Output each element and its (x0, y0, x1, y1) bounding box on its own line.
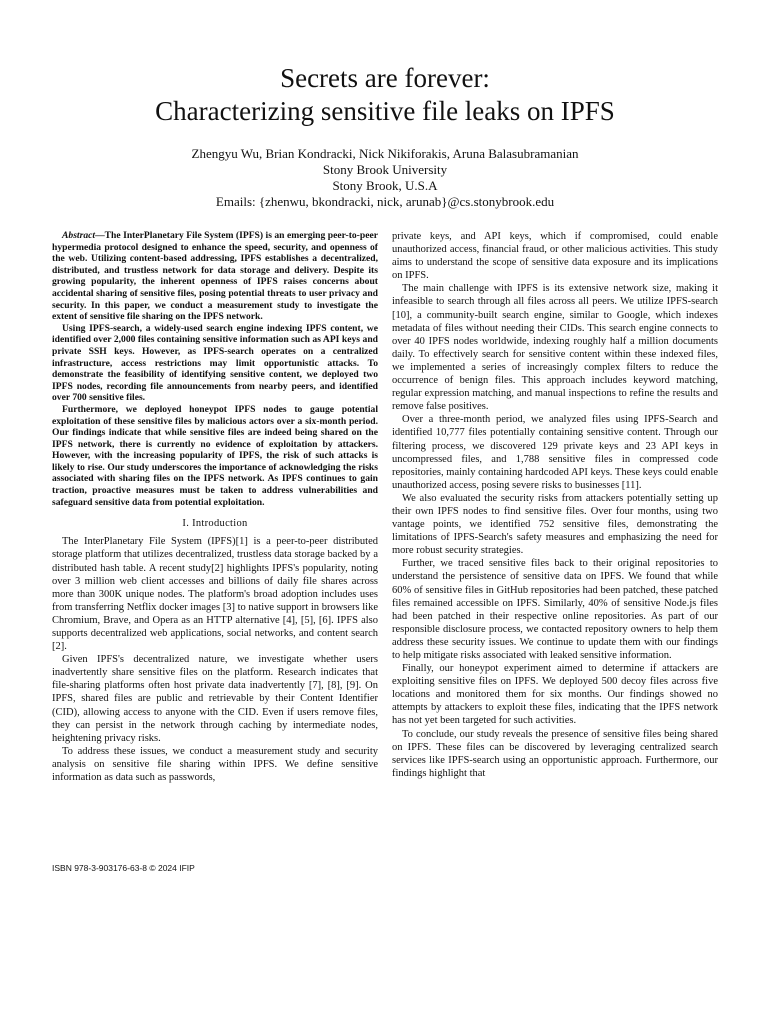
section-heading: I. Introduction (182, 518, 248, 530)
right-paragraph-6: Finally, our honeypot experiment aimed to determine if attackers are exploiting sensitive files on IPFS. We deployed 500 decoy files across five locations and monitored them for six months. Our findings showed no attempts by attackers to exploit these files, indicating that the IPFS network has not yet been targeted for such activities. (392, 663, 718, 727)
intro-paragraph-2: Given IPFS's decentralized nature, we investigate whether users inadvertently share sensitive files on the platform. Research indicates that file-sharing platforms often host private data inadvertently [7], [8], [9]. On IPFS, shared files are public and retrievable by their Content Identifier (CID), allowing access to anyone with the CID. Even if users remove files, they can persist in the network through caching by intermediate nodes, heightening privacy risks. (52, 654, 378, 744)
isbn-footer: ISBN 978-3-903176-63-8 © 2024 IFIP (52, 863, 195, 873)
right-paragraph-5: Further, we traced sensitive files back to their original repositories to understand the persistence of sensitive data on IPFS. We found that while 60% of sensitive files in GitHub repositories had been patched, these patched files remained accessible on IPFS. Similarly, 40% of sensitive Node.js files had been patched in their respective online repositories. As part of our responsible disclosure process, we contacted repository owners to help them address these security issues. We continue to update them with our findings to help mitigate risks associated with leaked sensitive information. (392, 558, 718, 661)
title-line-1: Secrets are forever: (280, 63, 490, 93)
abstract-paragraph-2: Using IPFS-search, a widely-used search engine indexing IPFS content, we identified over 2,000 files containing sensitive information such as API keys and private SSH keys. However, as IPFS-search operates on a centralized infrastructure, access restrictions may limit opportunistic attacks. To demonstrate the feasibility of identifying sensitive content, we deployed two IPFS nodes, recording file announcements from nearby peers, and identified over 700 sensitive files. (52, 322, 378, 404)
paper-title (0, 62, 770, 128)
intro-paragraph-1: The InterPlanetary File System (IPFS)[1] is a peer-to-peer distributed storage platform that utilizes decentralized, trustless data storage backed by a distributed hash table. A recent study[2] highlights IPFS's popularity, noting over 3 million web client accesses and billions of daily file shares across more than 300K unique nodes. The platform's broad adoption includes uses from transferring Netflix docker images [3] to native support in browsers like Chromium, Brave, and Opera as an HTTP alternative [4], [5], [6]. IPFS also supports decentralized web applications, social networks, and content search [2]. (52, 536, 378, 653)
emails: Emails: {zhenwu, bkondracki, nick, arunab}@cs.stonybrook.edu (215, 194, 555, 209)
abstract (52, 230, 378, 508)
left-column (52, 230, 378, 784)
right-paragraph-1: private keys, and API keys, which if compromised, could enable unauthorized access, financial fraud, or other malicious activities. This study aims to understand the scope of sensitive data exposure and its implications on IPFS. (392, 231, 718, 282)
right-paragraph-2: The main challenge with IPFS is its extensive network size, making it infeasible to search through all files across all peers. We utilize IPFS-search [10], a community-built search engine, similar to Google, which indexes metadata of files without needing their CIDs. This search engine connects to over 40 IPFS nodes worldwide, indexing roughly half a million documents daily. To effectively search for sensitive content within these indexed files, we implemented a series of increasingly complex filters to reduce the occurrence of benign files. This approach includes keyword matching, regular expression matching, and manual inspections to refine the results and remove false positives. (392, 283, 718, 413)
intro-paragraph-3: To address these issues, we conduct a measurement study and security analysis on sensitive file sharing within IPFS. We define sensitive information as data such as passwords, (52, 745, 378, 784)
abstract-label: Abstract (62, 230, 96, 241)
location: Stony Brook, U.S.A (332, 178, 438, 193)
right-paragraph-3: Over a three-month period, we analyzed files using IPFS-Search and identified 10,777 files potentially containing sensitive content. Through our filtering process, we discovered 129 private keys and 23 API keys in uncompressed files, and 1,788 sensitive files in compressed code repositories, mainly containing hardcoded API keys. These keys could enable unauthorized access, posing severe risks to businesses [11]. (392, 414, 718, 491)
author-block (0, 146, 770, 210)
abstract-paragraph-3: Furthermore, we deployed honeypot IPFS nodes to gauge potential exploitation of these sensitive files by malicious actors over a six-month period. Our findings indicate that while sensitive files are indeed being shared on the IPFS network, there is currently no evidence of exploitation by attackers. However, with the increasing popularity of IPFS, the risk of such attacks is likely to rise. Our study underscores the importance of acknowledging the risks associated with sharing files on the IPFS network. As IPFS continues to gain traction, proactive measures must be taken to address vulnerabilities and safeguard sensitive data from potential exploitation. (52, 403, 378, 508)
author-names: Zhengyu Wu, Brian Kondracki, Nick Nikiforakis, Aruna Balasubramanian (191, 146, 579, 161)
title-line-2: Characterizing sensitive file leaks on IPFS (155, 96, 615, 126)
abstract-paragraph-1 (52, 230, 378, 323)
right-column (392, 230, 718, 780)
abstract-text-1: —The InterPlanetary File System (IPFS) is an emerging peer-to-peer hypermedia protocol designed to enhance the speed, security, and openness of the web. Utilizing content-based addressing, IPFS establishes a decentralized, distributed, and trustless network for data storage and delivery. Despite its growing popularity, the inherent openness of IPFS raises concerns about accidental sharing of sensitive files, posing potential threats to user privacy and security. In this paper, we conduct a measurement study to investigate the extent of sensitive file sharing on the IPFS network. (52, 230, 378, 323)
institution: Stony Brook University (322, 162, 448, 177)
right-paragraph-4: We also evaluated the security risks from attackers potentially setting up their own IPFS nodes to find sensitive files. Over four months, using two vantage points, we identified 752 sensitive files, demonstrating the limitations of IPFS-Search's safety measures and emphasizing the need for more robust security strategies. (392, 492, 718, 557)
right-paragraph-7: To conclude, our study reveals the presence of sensitive files being shared on IPFS. These files can be discovered by leveraging centralized search services like IPFS-search using an opportunistic approach. Furthermore, our findings highlight that (392, 728, 718, 779)
